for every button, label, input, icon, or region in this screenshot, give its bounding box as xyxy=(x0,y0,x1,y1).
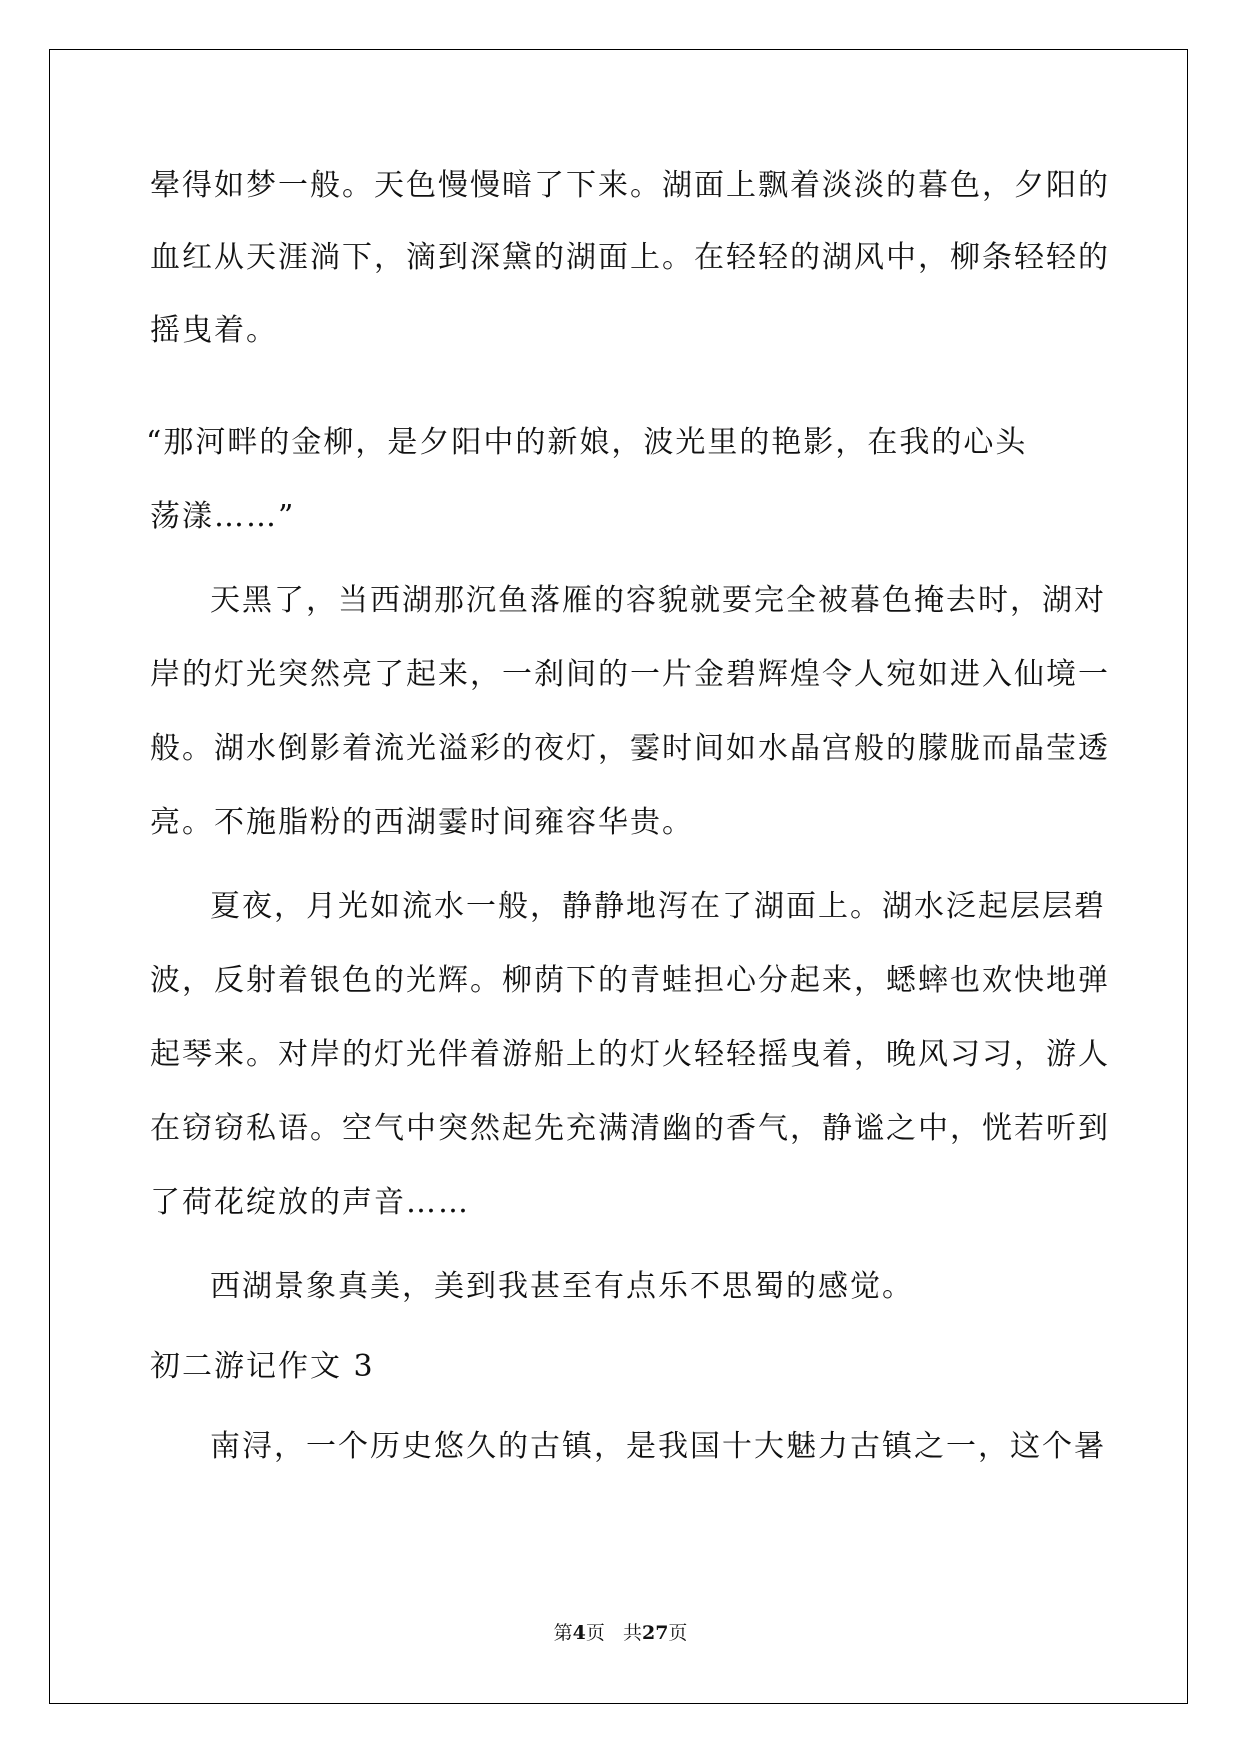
text-line: 在窃窃私语。空气中突然起先充满清幽的香气，静谧之中，恍若听到 xyxy=(150,1111,1110,1146)
text-line: 西湖景象真美，美到我甚至有点乐不思蜀的感觉。 xyxy=(210,1269,914,1304)
text-line: 血红从天涯淌下，滴到深黛的湖面上。在轻轻的湖风中，柳条轻轻的 xyxy=(150,240,1110,275)
total-pages: 27 xyxy=(641,1622,669,1644)
text-line: 天黑了，当西湖那沉鱼落雁的容貌就要完全被暮色掩去时，湖对 xyxy=(210,583,1106,618)
text-line: 般。湖水倒影着流光溢彩的夜灯，霎时间如水晶宫般的朦胧而晶莹透 xyxy=(150,731,1110,766)
text-line: 亮。不施脂粉的西湖霎时间雍容华贵。 xyxy=(150,805,694,840)
text-line: 南浔，一个历史悠久的古镇，是我国十大魅力古镇之一，这个暑 xyxy=(210,1429,1106,1464)
section-heading: 初二游记作文 3 xyxy=(150,1349,375,1384)
text-line: 夏夜，月光如流水一般，静静地泻在了湖面上。湖水泛起层层碧 xyxy=(210,889,1106,924)
footer-total-suffix: 页 xyxy=(668,1622,688,1644)
text-line: 摇曳着。 xyxy=(150,313,278,348)
footer-total-prefix: 共 xyxy=(622,1622,642,1644)
text-line: 了荷花绽放的声音…… xyxy=(150,1185,470,1220)
footer-page-suffix: 页 xyxy=(585,1622,605,1644)
text-line: 波，反射着银色的光辉。柳荫下的青蛙担心分起来，蟋蟀也欢快地弹 xyxy=(150,963,1110,998)
text-line: “那河畔的金柳，是夕阳中的新娘，波光里的艳影，在我的心头 xyxy=(146,425,1028,460)
page-number: 4 xyxy=(572,1622,586,1644)
text-line: 荡漾……” xyxy=(150,499,296,534)
text-line: 岸的灯光突然亮了起来，一刹间的一片金碧辉煌令人宛如进入仙境一 xyxy=(150,657,1110,692)
text-line: 晕得如梦一般。天色慢慢暗了下来。湖面上飘着淡淡的暮色，夕阳的 xyxy=(150,168,1110,203)
page-footer xyxy=(0,1618,1241,1645)
text-line: 起琴来。对岸的灯光伴着游船上的灯火轻轻摇曳着，晚风习习，游人 xyxy=(150,1037,1110,1072)
footer-prefix: 第 xyxy=(553,1622,573,1644)
